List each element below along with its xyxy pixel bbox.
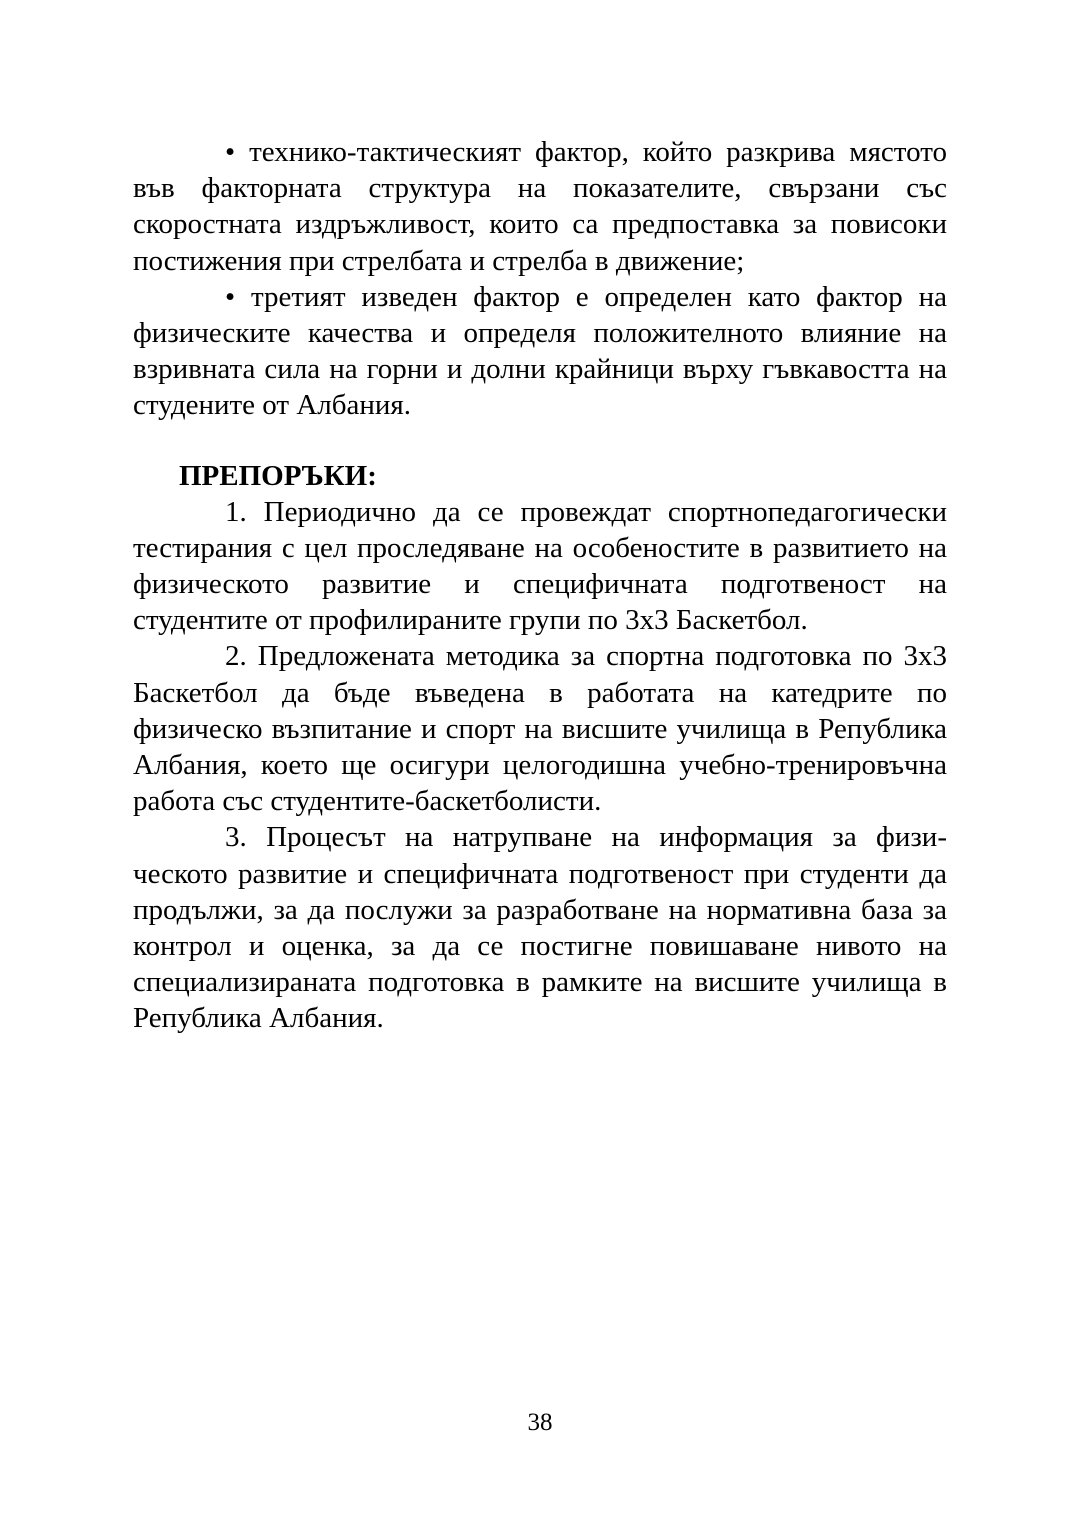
recommendation-item-1: 1. Периодично да се провеждат спортнопедагогически тестирания с цел проследяване на особеностите в развитието на физическото развитие и специфичната подготвеност на студентите от профилираните групи по 3х3 Баскетбол. [133,495,947,637]
recommendation-item-2: 2. Предложената методика за спортна подготовка по 3х3 Баскетбол да бъде въведена в работата на катедрите по физическо възпитание и спорт на висшите училища в Република Албания, което ще осигури целогодишна учебно-тренировъчна работа със студентите-баскетболисти. [133,640,947,818]
recommendations-heading: ПРЕПОРЪКИ: [179,459,377,492]
page-body [133,134,947,1037]
bullet-paragraph-technical-tactical-factor: • технико-тактическият фактор, който разкрива мястото във факторната структура на показателите, свързани със скоростната издръжливост, които са предпоставка за повисоки постижения при стрелбата и стрелба в движение; [133,136,947,277]
bullet-paragraph-third-factor: • третият изведен фактор е определен като фактор на физическите качества и определя положителното влияние на взривната сила на горни и долни крайници върху гъвкавостта на студените от Албания. [133,280,947,422]
page-number: 38 [527,1409,553,1436]
recommendation-item-3: 3. Процесът на натрупване на информация за физическото развитие и специфичната подготвеност при студенти да продължи, за да послужи за разработване на нормативна база за контрол и оценка, за да се постигне повишаване нивото на специализираната подготовка в рамките на висшите училища в Република Албания. [133,821,947,1035]
